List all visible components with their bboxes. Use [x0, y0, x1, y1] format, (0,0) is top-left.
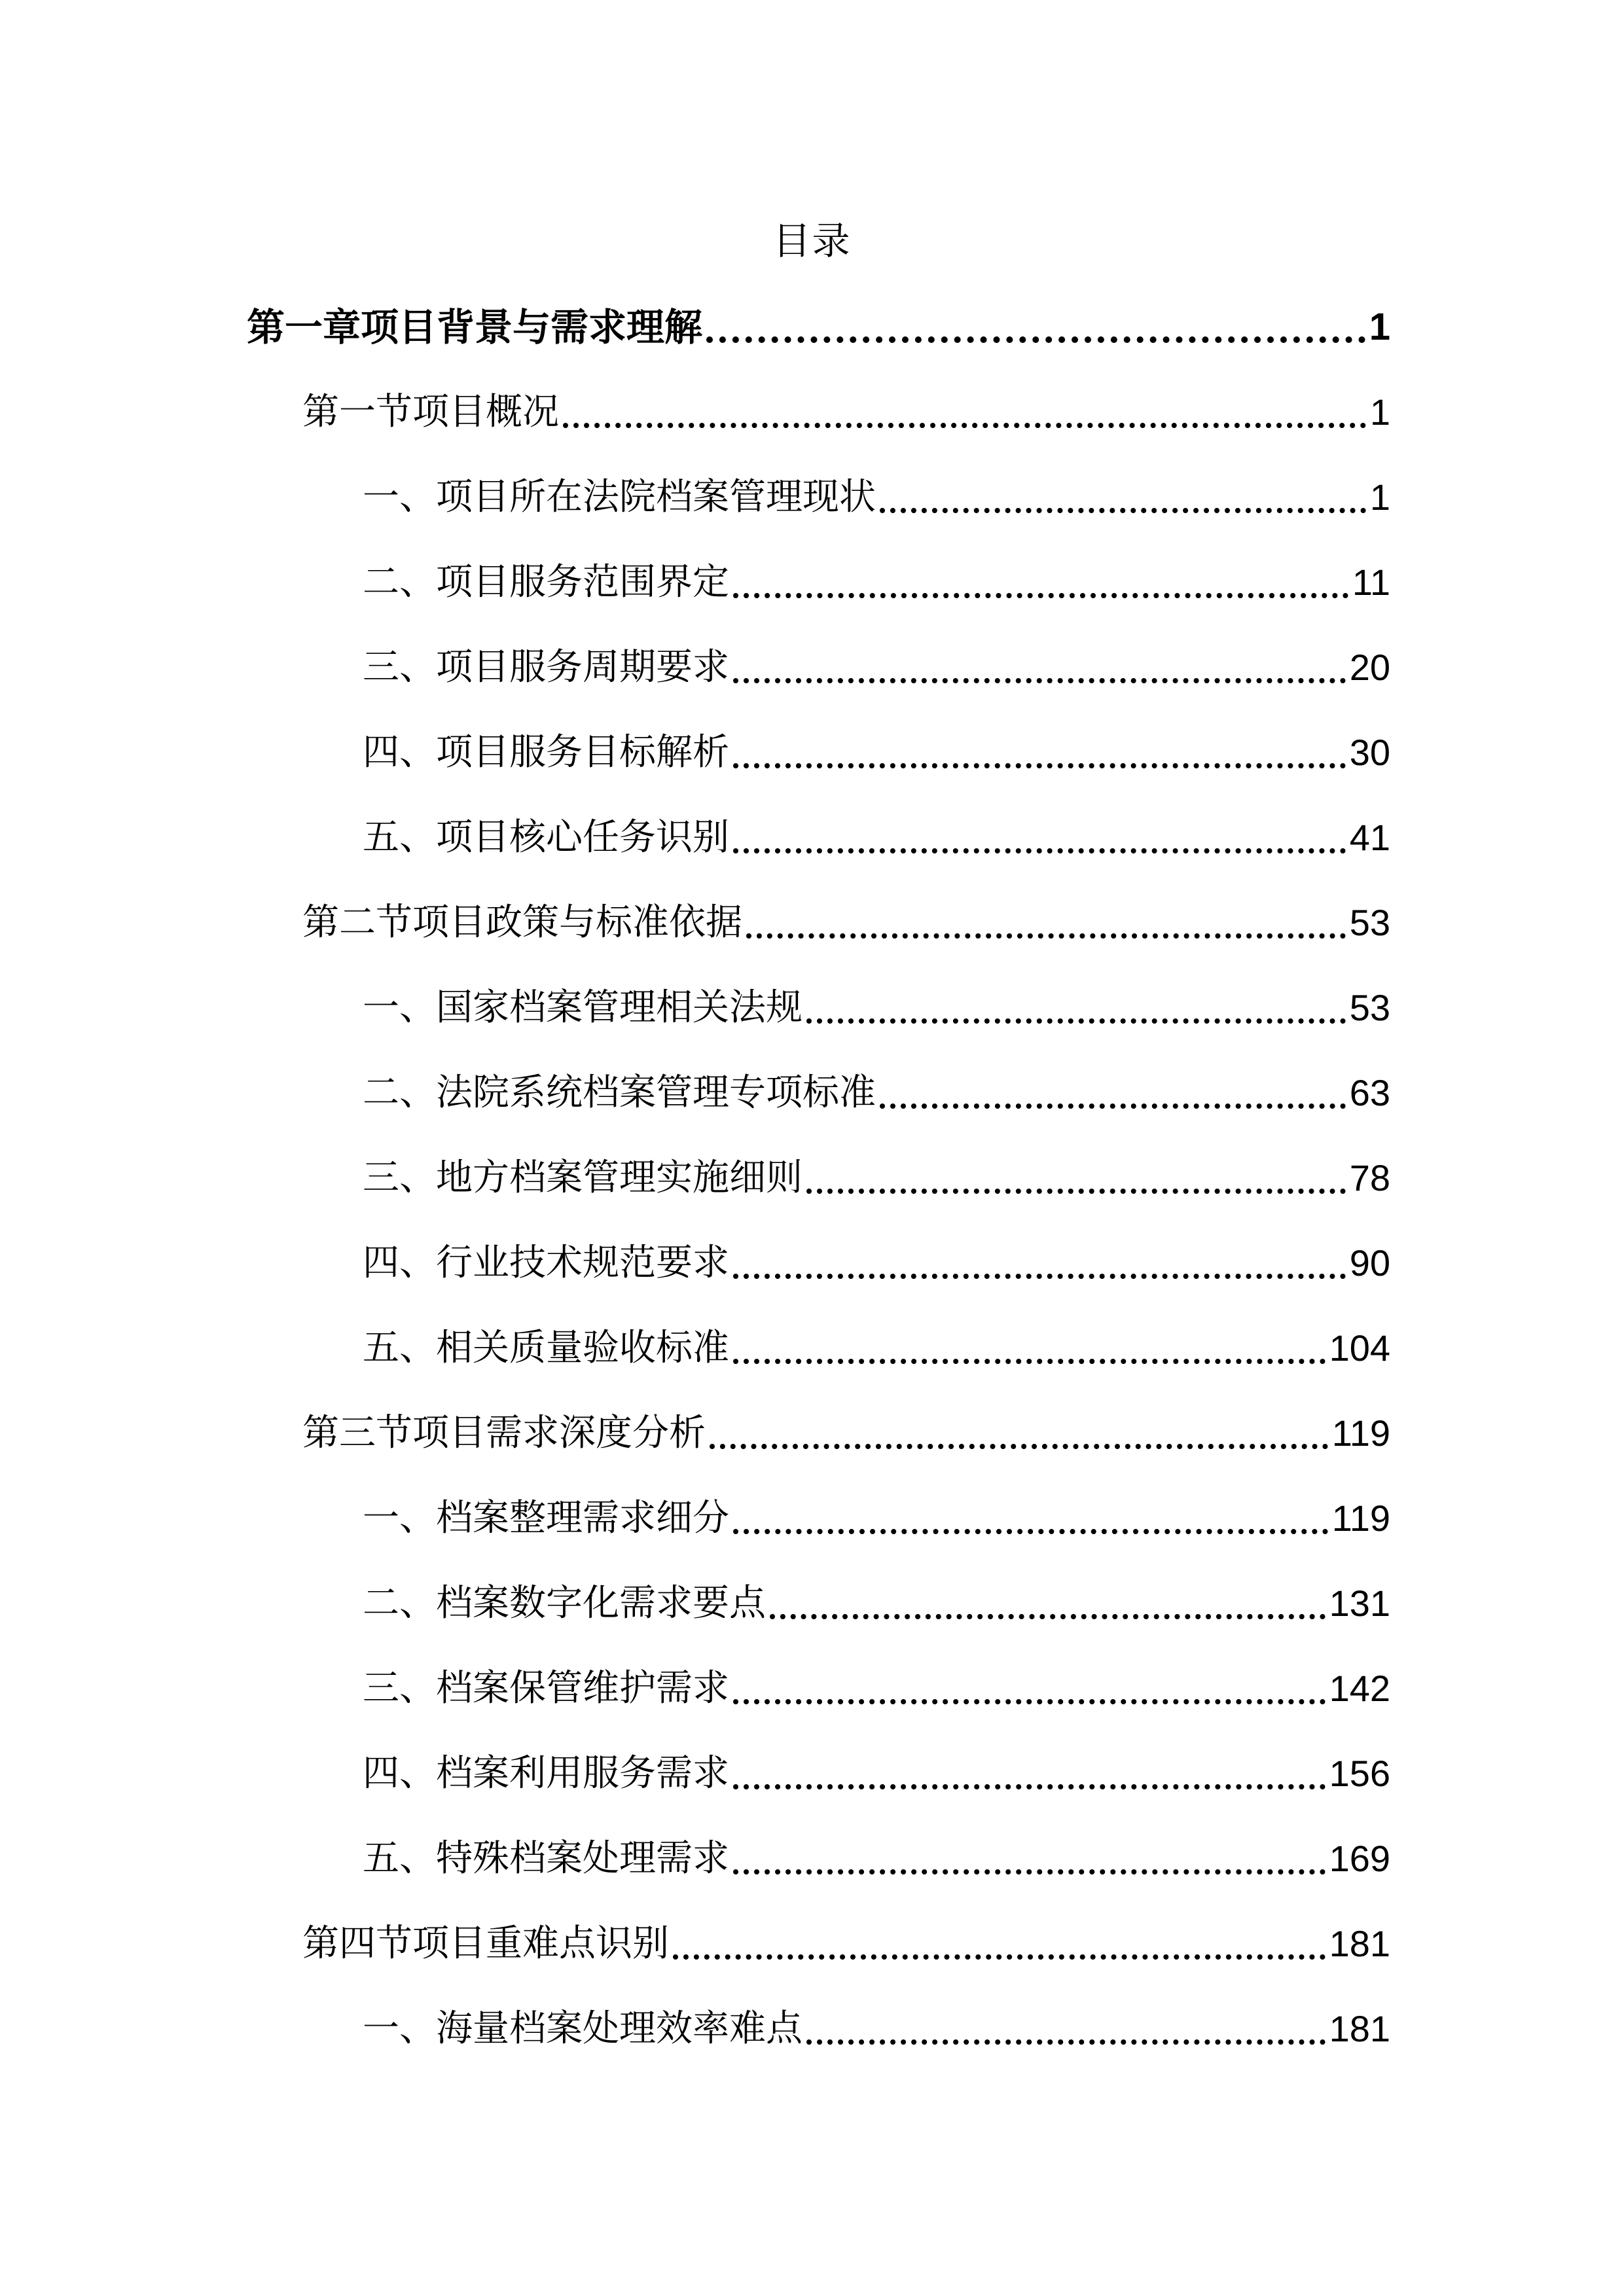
toc-entry-page: 169	[1329, 1838, 1390, 1879]
toc-dot-leader	[706, 336, 1365, 343]
toc-entry-page: 20	[1349, 647, 1390, 688]
toc-dot-leader	[733, 1359, 1326, 1364]
toc-entry-page: 104	[1329, 1327, 1390, 1369]
toc-entry-text: 第四节项目重难点识别	[302, 1922, 669, 1965]
toc-entry-page: 131	[1329, 1583, 1390, 1624]
toc-entry-text: 四、项目服务目标解析	[363, 731, 729, 774]
toc-entry-text: 四、行业技术规范要求	[363, 1242, 729, 1284]
toc-dot-leader	[733, 1869, 1326, 1874]
toc-dot-leader	[746, 933, 1346, 939]
toc-entry-text: 第二节项目政策与标准依据	[302, 901, 742, 944]
toc-entry-page: 1	[1369, 476, 1390, 518]
toc-entry-text: 三、项目服务周期要求	[363, 646, 729, 689]
toc-entry-page: 53	[1349, 902, 1390, 943]
toc-entry-item[interactable]	[363, 1060, 1390, 1126]
toc-dot-leader	[733, 1699, 1326, 1704]
toc-dot-leader	[563, 423, 1366, 428]
toc-dot-leader	[733, 678, 1346, 683]
toc-entry-section-1[interactable]	[302, 380, 1390, 445]
toc-entry-page: 41	[1349, 817, 1390, 858]
toc-entry-text: 一、项目所在法院档案管理现状	[363, 476, 876, 518]
toc-entry-text: 五、特殊档案处理需求	[363, 1837, 729, 1880]
toc-entry-text: 一、国家档案管理相关法规	[363, 986, 803, 1029]
toc-entry-text: 四、档案利用服务需求	[363, 1752, 729, 1795]
toc-dot-leader	[806, 1018, 1346, 1024]
toc-entry-chapter-1[interactable]	[247, 295, 1390, 360]
toc-entry-page: 156	[1329, 1753, 1390, 1794]
toc-entry-page: 119	[1331, 1412, 1390, 1454]
toc-entry-text: 第三节项目需求深度分析	[302, 1412, 706, 1454]
toc-dot-leader	[733, 763, 1346, 768]
toc-entry-page: 53	[1349, 987, 1390, 1028]
toc-entry-text: 三、地方档案管理实施细则	[363, 1157, 803, 1199]
toc-entry-item[interactable]	[363, 550, 1390, 615]
toc-dot-leader	[733, 593, 1348, 598]
toc-entry-section-4[interactable]	[302, 1911, 1390, 1977]
toc-dot-leader	[733, 1274, 1346, 1279]
toc-dot-leader	[673, 1954, 1326, 1960]
toc-entry-text: 三、档案保管维护需求	[363, 1667, 729, 1710]
toc-entry-section-3[interactable]	[302, 1401, 1390, 1466]
toc-entry-item[interactable]	[363, 1230, 1390, 1296]
toc-entry-text: 五、相关质量验收标准	[363, 1327, 729, 1369]
toc-entry-text: 第一节项目概况	[302, 391, 559, 433]
toc-entry-page: 63	[1349, 1072, 1390, 1113]
toc-entry-item[interactable]	[363, 1571, 1390, 1636]
toc-entry-page: 11	[1352, 562, 1390, 603]
toc-dot-leader	[733, 1529, 1328, 1534]
toc-entry-text: 二、项目服务范围界定	[363, 561, 729, 603]
toc-entry-page: 181	[1329, 1923, 1390, 1964]
toc-entry-page: 1	[1369, 391, 1390, 433]
toc-entry-item[interactable]	[363, 1486, 1390, 1551]
toc-entry-item[interactable]	[363, 805, 1390, 870]
toc-entry-page: 142	[1329, 1668, 1390, 1709]
toc-entry-section-2[interactable]	[302, 890, 1390, 956]
toc-entry-text: 第一章项目背景与需求理解	[247, 305, 703, 350]
toc-entry-item[interactable]	[363, 1656, 1390, 1721]
toc-entry-item[interactable]	[363, 465, 1390, 530]
toc-title: 目录	[772, 219, 852, 263]
toc-dot-leader	[733, 1784, 1326, 1789]
toc-entry-text: 一、档案整理需求细分	[363, 1497, 729, 1539]
toc-dot-leader	[770, 1614, 1326, 1619]
toc-entry-page: 119	[1331, 1498, 1390, 1539]
toc-entry-item[interactable]	[363, 1741, 1390, 1806]
toc-entry-item[interactable]	[363, 1145, 1390, 1211]
toc-dot-leader	[710, 1444, 1328, 1449]
toc-dot-leader	[880, 508, 1366, 513]
toc-entry-item[interactable]	[363, 635, 1390, 700]
toc-entry-text: 一、海量档案处理效率难点	[363, 2007, 803, 2050]
toc-dot-leader	[733, 848, 1346, 853]
toc-entry-page: 1	[1369, 306, 1390, 348]
toc-dot-leader	[806, 2039, 1326, 2045]
toc-entry-page: 30	[1349, 732, 1390, 773]
toc-entry-page: 90	[1349, 1242, 1390, 1283]
toc-entry-item[interactable]	[363, 1316, 1390, 1381]
toc-entry-text: 二、法院系统档案管理专项标准	[363, 1071, 876, 1114]
toc-dot-leader	[880, 1103, 1346, 1109]
toc-entry-item[interactable]	[363, 975, 1390, 1041]
toc-entry-text: 二、档案数字化需求要点	[363, 1582, 766, 1624]
toc-entry-item[interactable]	[363, 720, 1390, 785]
toc-entry-text: 五、项目核心任务识别	[363, 816, 729, 859]
toc-entry-page: 78	[1349, 1157, 1390, 1198]
toc-dot-leader	[806, 1189, 1346, 1194]
toc-entry-page: 181	[1329, 2008, 1390, 2049]
toc-entry-item[interactable]	[363, 1996, 1390, 2062]
toc-entry-item[interactable]	[363, 1826, 1390, 1892]
